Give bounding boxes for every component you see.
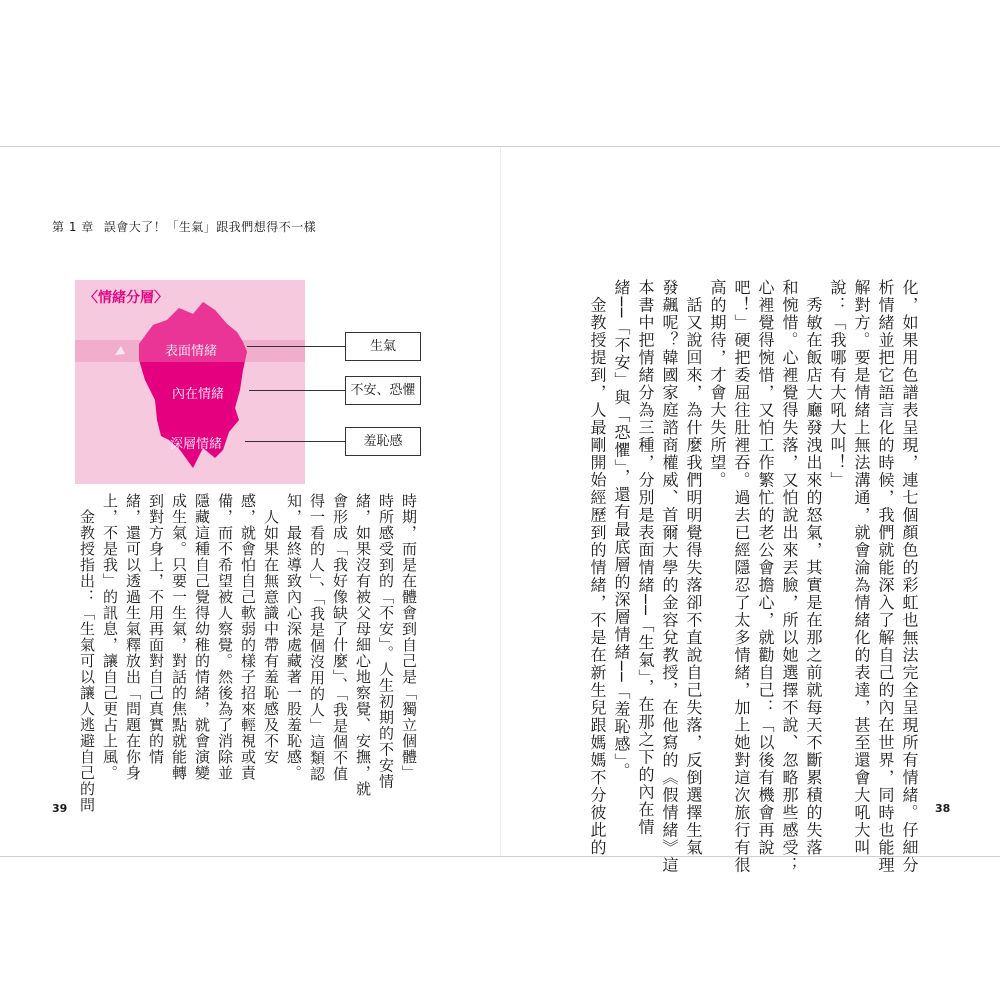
- page-number-left: 39: [52, 802, 68, 815]
- text-line: 會形成「我好像缺了什麼」、「我是個不值: [331, 493, 349, 782]
- text-line: 和惋惜。心裡覺得失落，又怕說出來丟臉，所以她選擇不說、忽略那些感受；: [780, 279, 799, 874]
- callout-anxiety-fear: 不安、恐懼: [345, 376, 421, 405]
- text-line: 金教授指出：「生氣可以讓人逃避自己的問: [78, 493, 96, 813]
- text-line: 心裡覺得惋惜，又怕工作繁忙的老公會擔心，就勸自己：「以後有機會再說: [756, 279, 775, 857]
- leader-line-inner: [249, 390, 345, 391]
- text-line: 緒──「不安」與「恐懼」，還有最底層的深層情緒──「羞恥感」。: [612, 279, 631, 781]
- layer-label-surface: 表面情緒: [165, 344, 218, 359]
- text-line: 析情緒並把它語言化的時候，我們就能深入了解自己的內在世界，同時也能理: [876, 279, 895, 874]
- text-line: 緒，如果沒有被父母細心地察覺、安撫，就: [354, 493, 372, 797]
- text-line: 感，就會怕自己軟弱的樣子招來輕視或責: [239, 493, 257, 781]
- emotion-layers-diagram: [75, 280, 305, 484]
- text-line: 解對方。要是情緒上無法溝通，就會淪為情緒化的表達，甚至還會大吼大叫: [852, 279, 871, 857]
- page-number-right: 38: [935, 802, 951, 815]
- text-line: 本書中把情緒分為三種，分別是表面情緒──「生氣」，在那之下的內在情: [636, 279, 655, 836]
- iceberg-illustration: [75, 280, 305, 484]
- page-gutter: [500, 147, 501, 856]
- text-line: 到對方身上，不用再面對自己真實的情: [147, 493, 165, 765]
- text-line: 得一看的人」、「我是個沒用的人」這類認: [308, 493, 326, 782]
- text-line: 隱藏這種自己覺得幼稚的情緒，就會演變: [193, 493, 211, 781]
- text-line: 秀敏在飯店大廳發洩出來的怒氣，其實是在那之前就每天不斷累積的失落: [804, 279, 823, 857]
- callout-shame: 羞恥感: [345, 427, 421, 456]
- callout-anger: 生氣: [345, 332, 421, 361]
- diagram-title: 〈情緒分層〉: [84, 290, 168, 306]
- left-page-text: [75, 493, 420, 813]
- text-line: 時期，而是在體會到自己是「獨立個體」: [400, 493, 418, 781]
- text-line: 時所感受到的「不安」。人生初期的不安情: [377, 493, 395, 790]
- text-line: 知，最終導致內心深處藏著一股羞恥感。: [285, 493, 303, 781]
- text-line: 高的期待，才會大失所望。: [708, 279, 727, 489]
- leader-line-surface: [247, 346, 345, 347]
- text-line: 成生氣。只要一生氣，對話的焦點就能轉: [170, 493, 188, 781]
- leader-line-deep: [245, 441, 345, 442]
- text-line: 化，如果用色譜表呈現，連七個顏色的彩虹也無法完全呈現所有情緒。仔細分: [900, 279, 919, 874]
- text-line: 人如果在無意識中帶有羞恥感及不安: [262, 493, 280, 765]
- chapter-number: 第 1 章: [52, 220, 94, 234]
- layer-label-inner: 內在情緒: [172, 387, 225, 402]
- running-header: [52, 218, 326, 235]
- chapter-title: 誤會大了！「生氣」跟我們想得不一樣: [103, 220, 317, 234]
- text-line: 發飆呢？韓國家庭諮商權威、首爾大學的金容兌教授，在他寫的《假情緒》這: [660, 279, 679, 874]
- text-line: 吧！」硬把委屈往肚裡吞。過去已經隱忍了太多情緒，加上她對這次旅行有很: [732, 279, 751, 874]
- text-line: 話又說回來，為什麼我們明明覺得失落卻不直說自己失落，反倒選擇生氣: [684, 279, 703, 857]
- text-line: 緒，還可以透過生氣釋放出「問題在你身: [124, 493, 142, 781]
- layer-label-deep: 深層情緒: [170, 437, 223, 452]
- text-line: 備，而不希望被人察覺。然後為了消除並: [216, 493, 234, 781]
- text-line: 上，不是我」的訊息，讓自己更占上風。: [101, 493, 119, 781]
- text-line: 金教授提到，人最剛開始經歷到的情緒，不是在新生兒跟媽媽不分彼此的: [588, 279, 607, 857]
- book-spread: [0, 146, 1000, 874]
- text-line: 說：「我哪有大吼大叫！」: [828, 279, 847, 489]
- right-page-text: [585, 279, 921, 874]
